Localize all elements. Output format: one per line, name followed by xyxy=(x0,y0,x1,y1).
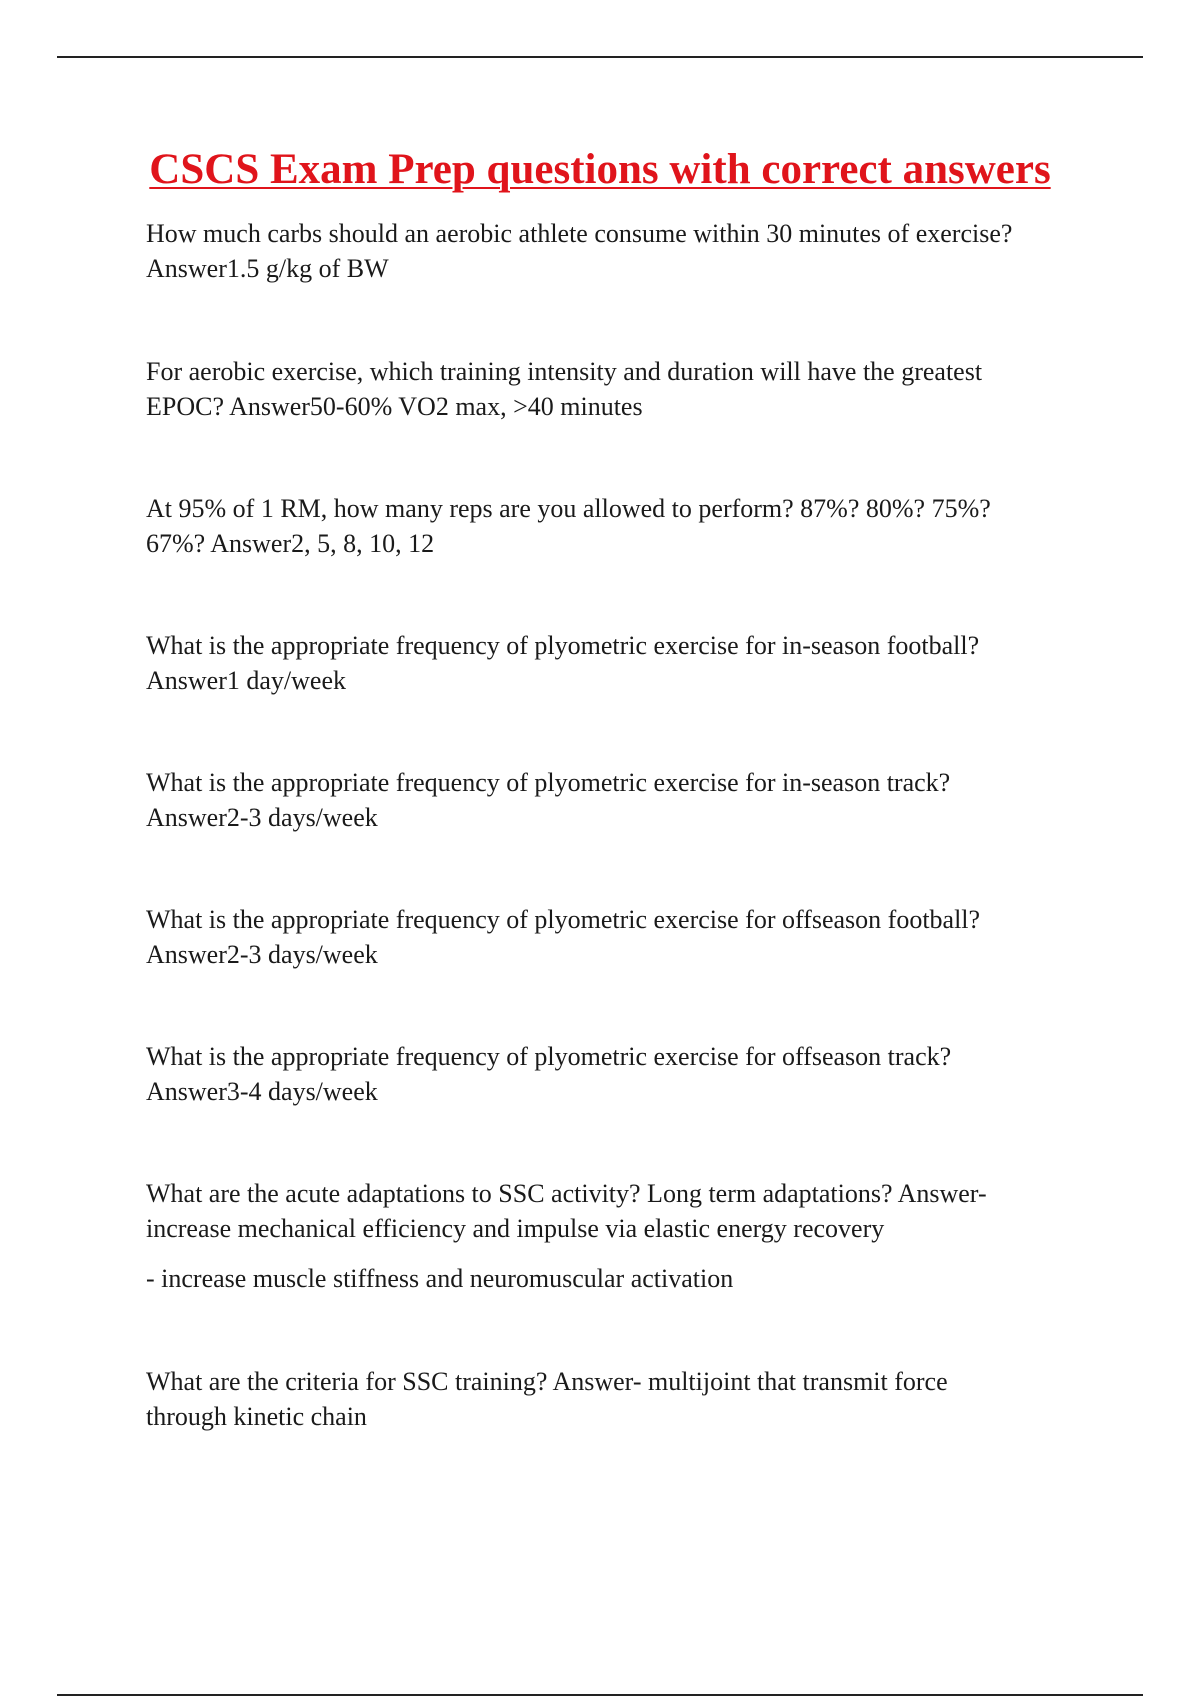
qa-item-text: What is the appropriate frequency of plyometric exercise for in-season football? Answer1 day/week xyxy=(146,631,980,695)
qa-item-text: What is the appropriate frequency of plyometric exercise for offseason track? Answer3-4 days/week xyxy=(146,1042,952,1106)
qa-item-3 xyxy=(146,491,1096,561)
qa-item-text: At 95% of 1 RM, how many reps are you allowed to perform? 87%? 80%? 75%? 67%? Answer2, 5, 8, 10, 12 xyxy=(146,494,991,558)
qa-item-1 xyxy=(146,216,1096,286)
qa-item-2 xyxy=(146,354,1096,424)
top-rule xyxy=(57,56,1143,58)
qa-item-4 xyxy=(146,628,1096,698)
qa-item-text: How much carbs should an aerobic athlete consume within 30 minutes of exercise? Answer1.5 g/kg of BW xyxy=(146,219,1013,283)
qa-item-text: What is the appropriate frequency of plyometric exercise for in-season track? Answer2-3 days/week xyxy=(146,768,951,832)
qa-item-7 xyxy=(146,1039,1096,1109)
bottom-rule xyxy=(57,1694,1143,1696)
qa-item-5 xyxy=(146,765,1096,835)
qa-item-9 xyxy=(146,1364,1096,1434)
qa-item-text: What is the appropriate frequency of plyometric exercise for offseason football? Answer2-3 days/week xyxy=(146,905,981,969)
qa-item-text: What are the criteria for SSC training? Answer- multijoint that transmit force through kinetic chain xyxy=(146,1367,948,1431)
qa-item-text: What are the acute adaptations to SSC activity? Long term adaptations? Answer- increase mechanical efficiency and impulse via elastic energy recovery xyxy=(146,1179,987,1243)
qa-item-6 xyxy=(146,902,1096,972)
document-title: CSCS Exam Prep questions with correct answers xyxy=(149,146,1051,193)
qa-item-extra-line: - increase muscle stiffness and neuromuscular activation xyxy=(146,1264,734,1293)
qa-item-8 xyxy=(146,1176,1096,1296)
qa-item-text: For aerobic exercise, which training intensity and duration will have the greatest EPOC? Answer50-60% VO2 max, >40 minutes xyxy=(146,357,983,421)
